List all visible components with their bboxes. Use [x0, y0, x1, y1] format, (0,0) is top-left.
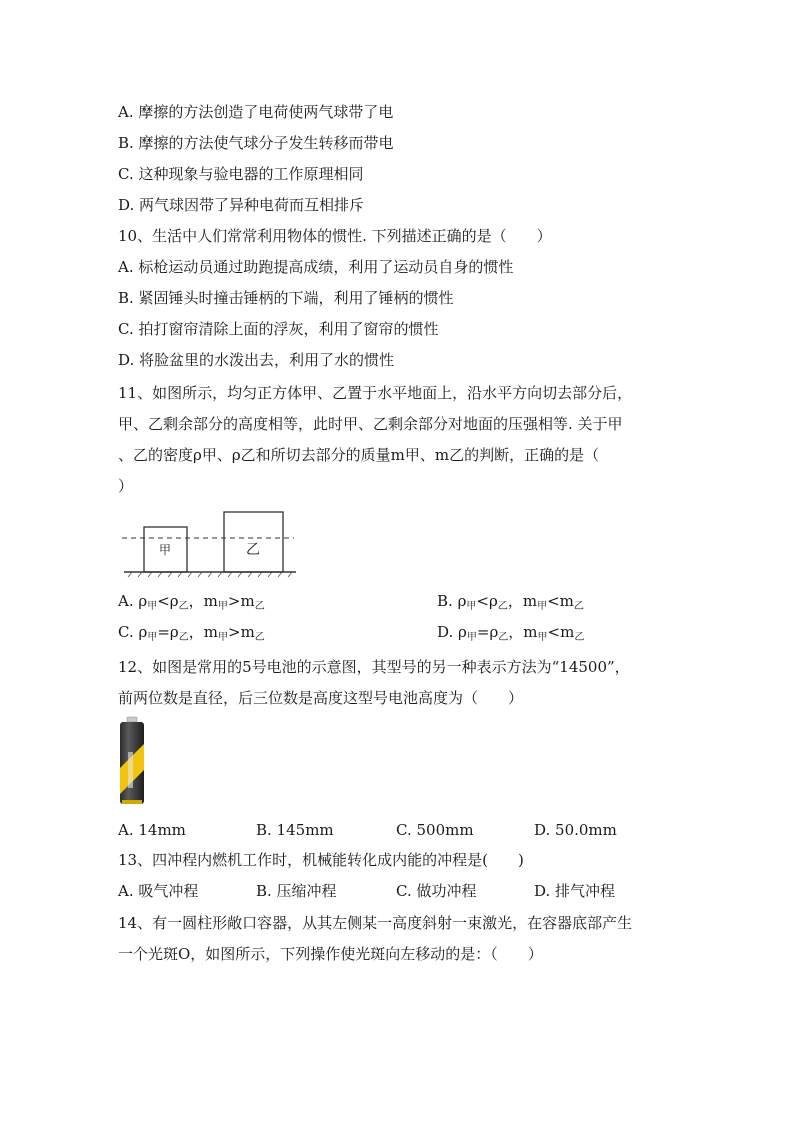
q10-option-d: D. 将脸盆里的水泼出去，利用了水的惯性	[118, 351, 395, 369]
battery-figure	[118, 716, 154, 808]
q11-option-b: B. $\rho_甲<\rho_乙$，$m_甲<m_乙$	[437, 592, 584, 612]
q9-option-b: B. 摩擦的方法使气球分子发生转移而带电	[118, 134, 394, 152]
q11-cubes-figure	[118, 506, 298, 578]
q11-stem-line3: 、乙的密度ρ甲、ρ乙和所切去部分的质量m甲、m乙的判断，正确的是（	[118, 446, 600, 464]
q12-option-c: C. 500mm	[396, 821, 474, 839]
q12-option-b: B. 145mm	[256, 821, 334, 839]
label-yi: 乙	[246, 542, 260, 558]
q13-stem: 13、四冲程内燃机工作时，机械能转化成内能的冲程是( )	[118, 851, 524, 869]
q9-option-a: A. 摩擦的方法创造了电荷使两气球带了电	[118, 103, 394, 121]
q10-option-a: A. 标枪运动员通过助跑提高成绩，利用了运动员自身的惯性	[118, 258, 514, 276]
q11-option-d: D. $\rho_甲=\rho_乙$，$m_甲<m_乙$	[437, 623, 585, 643]
q13-option-b: B. 压缩冲程	[256, 882, 337, 900]
q11-stem-line1: 11、如图所示，均匀正方体甲、乙置于水平地面上，沿水平方向切去部分后，	[118, 384, 633, 402]
q13-option-c: C. 做功冲程	[396, 882, 477, 900]
q13-option-d: D. 排气冲程	[534, 882, 616, 900]
battery-terminal	[127, 717, 137, 722]
q14-stem-line2: 一个光斑O，如图所示，下列操作使光斑向左移动的是：（ ）	[118, 945, 543, 963]
label-jia: 甲	[158, 543, 172, 557]
q11-stem-line4: ）	[118, 477, 134, 495]
q9-option-c: C. 这种现象与验电器的工作原理相同	[118, 165, 364, 183]
q11-option-a: A. $\rho_甲<\rho_乙$，$m_甲>m_乙$	[118, 592, 265, 612]
q12-stem-line2: 前两位数是直径，后三位数是高度这型号电池高度为（ ）	[118, 689, 524, 707]
q10-option-c: C. 拍打窗帘清除上面的浮灰，利用了窗帘的惯性	[118, 320, 439, 338]
q9-option-d: D. 两气球因带了异种电荷而互相排斥	[118, 196, 365, 214]
q10-option-b: B. 紧固锤头时撞击锤柄的下端，利用了锤柄的惯性	[118, 289, 454, 307]
q10-stem: 10、生活中人们常常利用物体的惯性. 下列描述正确的是（ ）	[118, 227, 552, 245]
q12-option-d: D. 50.0mm	[534, 821, 617, 839]
q12-option-a: A. 14mm	[118, 821, 186, 839]
q14-stem-line1: 14、有一圆柱形敞口容器，从其左侧某一高度斜射一束激光，在容器底部产生	[118, 914, 633, 932]
q11-stem-line2: 甲、乙剩余部分的高度相等，此时甲、乙剩余部分对地面的压强相等. 关于甲	[118, 415, 623, 433]
q13-option-a: A. 吸气冲程	[118, 882, 199, 900]
q11-option-c: C. $\rho_甲=\rho_乙$，$m_甲>m_乙$	[118, 623, 265, 643]
q12-stem-line1: 12、如图是常用的5号电池的示意图，其型号的另一种表示方法为“14500”，	[118, 658, 630, 676]
